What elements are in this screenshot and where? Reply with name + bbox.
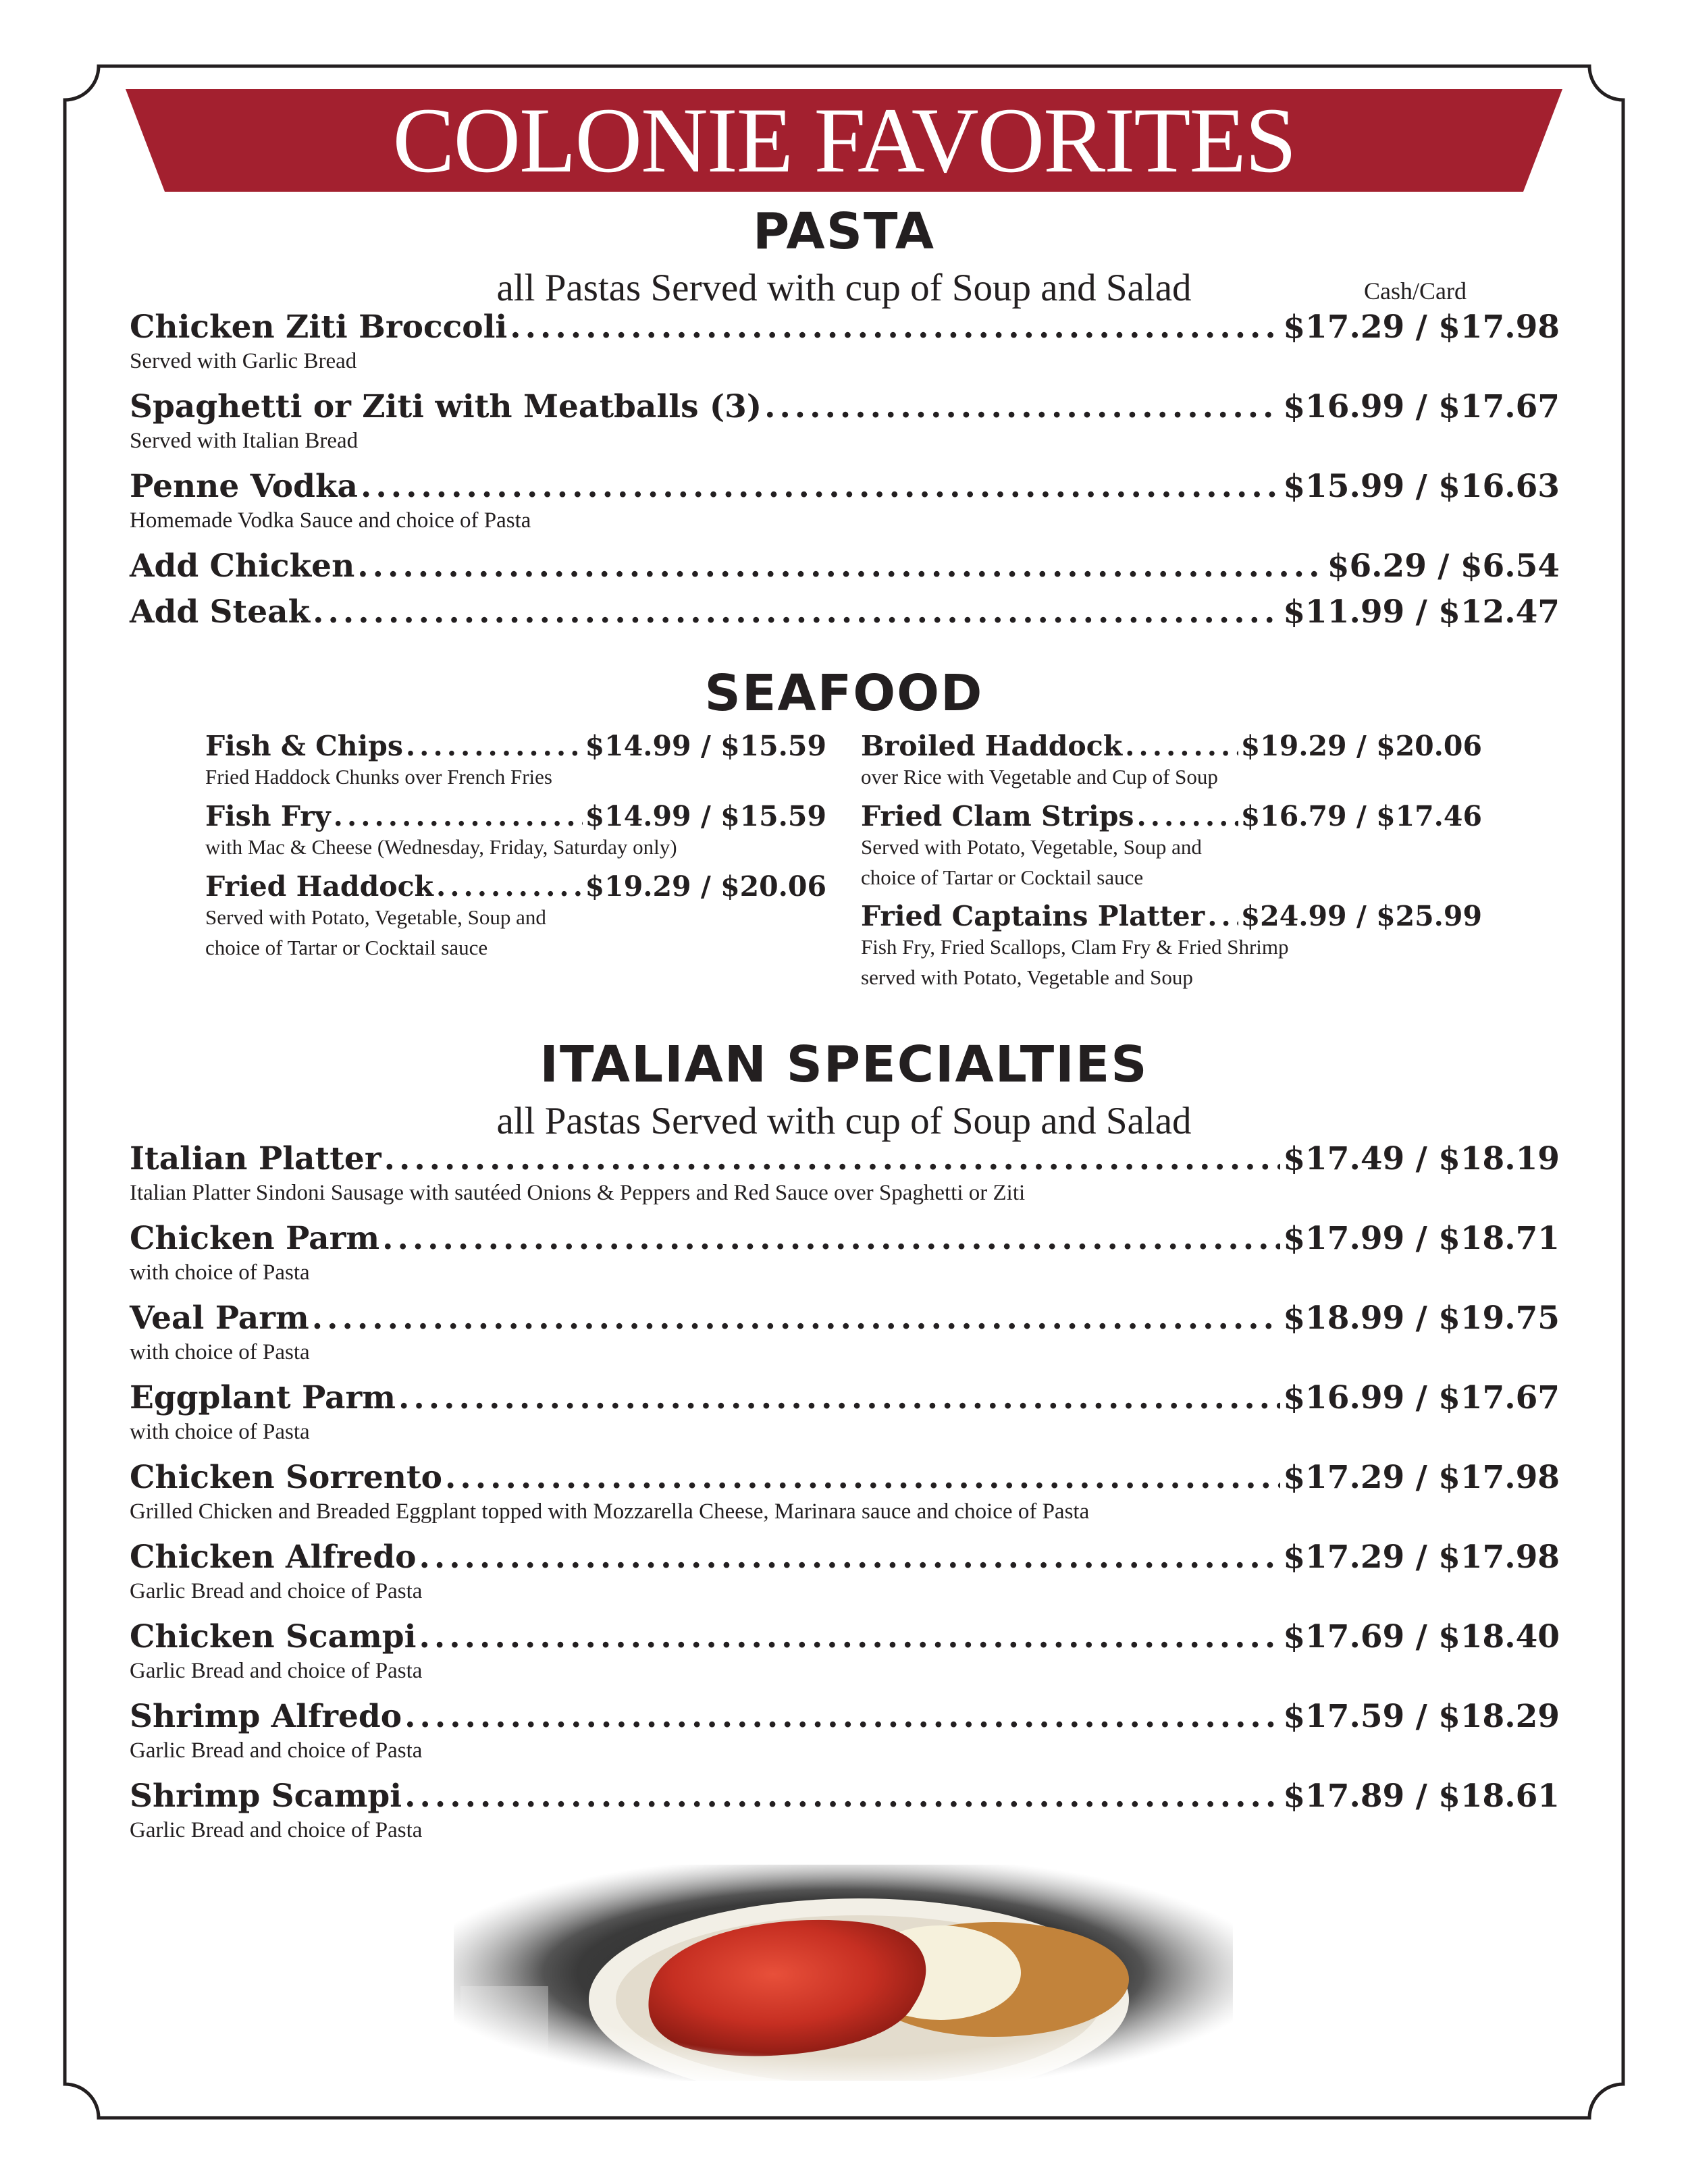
item-name: Shrimp Scampi: [130, 1778, 402, 1815]
menu-item: [130, 548, 1560, 585]
menu-item: [130, 1539, 1560, 1607]
price-column-note: Cash/Card: [1364, 277, 1467, 304]
item-price: $18.99 / $19.75: [1283, 1300, 1560, 1337]
item-description: with Mac & Cheese (Wednesday, Friday, Saturday only): [205, 835, 677, 859]
menu-item: [130, 1221, 1560, 1289]
item-description: served with Potato, Vegetable and Soup: [861, 965, 1193, 990]
menu-item: [130, 1619, 1560, 1687]
menu-item: [130, 309, 1560, 377]
menu-item: [205, 871, 826, 963]
item-description: choice of Tartar or Cocktail sauce: [205, 936, 488, 960]
item-description: Homemade Vodka Sauce and choice of Pasta: [130, 508, 531, 533]
item-name: Fried Haddock: [205, 870, 433, 903]
menu-item: [861, 801, 1482, 893]
item-price: $17.69 / $18.40: [1283, 1618, 1560, 1655]
item-description: choice of Tartar or Cocktail sauce: [861, 865, 1144, 890]
item-price: $17.29 / $17.98: [1283, 1539, 1560, 1576]
menu-item: [861, 730, 1482, 793]
page-title: COLONIE FAVORITES: [392, 88, 1296, 192]
menu-item: [130, 594, 1560, 631]
item-name: Eggplant Parm: [130, 1379, 396, 1416]
seafood-heading: SEAFOOD: [704, 664, 984, 722]
item-price: $6.29 / $6.54: [1327, 548, 1560, 585]
item-name: Spaghetti or Ziti with Meatballs (3): [130, 388, 762, 425]
item-name: Chicken Ziti Broccoli: [130, 309, 508, 346]
item-name: Chicken Parm: [130, 1220, 380, 1257]
item-description: Grilled Chicken and Breaded Eggplant topped with Mozzarella Cheese, Marinara sauce and choice of Pasta: [130, 1499, 1090, 1524]
menu-item: [130, 1699, 1560, 1767]
menu-item: [130, 1380, 1560, 1448]
item-description: Served with Garlic Bread: [130, 349, 357, 374]
item-description: Served with Potato, Vegetable, Soup and: [205, 905, 546, 930]
item-description: with choice of Pasta: [130, 1260, 310, 1285]
item-description: Italian Platter Sindoni Sausage with sautéed Onions & Peppers and Red Sauce over Spaghetti or Ziti: [130, 1181, 1026, 1206]
item-name: Broiled Haddock: [861, 730, 1123, 762]
chicken-parm-photo: [454, 1865, 1233, 2081]
menu-item: [130, 469, 1560, 537]
item-description: Garlic Bread and choice of Pasta: [130, 1579, 423, 1604]
item-name: Veal Parm: [130, 1300, 309, 1337]
item-description: Fish Fry, Fried Scallops, Clam Fry & Fried Shrimp: [861, 935, 1289, 959]
item-price: $17.49 / $18.19: [1283, 1140, 1560, 1177]
item-price: $17.29 / $17.98: [1283, 309, 1560, 346]
item-price: $14.99 / $15.59: [585, 730, 826, 762]
item-price: $17.89 / $18.61: [1283, 1778, 1560, 1815]
menu-item: [130, 1300, 1560, 1368]
menu-item: [205, 730, 826, 793]
item-price: $17.99 / $18.71: [1283, 1220, 1560, 1257]
item-name: Fried Captains Platter: [861, 900, 1205, 932]
menu-item: [130, 1778, 1560, 1846]
item-description: Served with Italian Bread: [130, 429, 359, 454]
item-price: $17.29 / $17.98: [1283, 1459, 1560, 1496]
item-description: Served with Potato, Vegetable, Soup and: [861, 835, 1202, 859]
item-name: Fried Clam Strips: [861, 800, 1134, 832]
item-name: Penne Vodka: [130, 468, 358, 505]
item-price: $17.59 / $18.29: [1283, 1698, 1560, 1735]
pasta-subheading: all Pastas Served with cup of Soup and Salad: [496, 267, 1192, 309]
item-name: Chicken Scampi: [130, 1618, 417, 1655]
item-name: Shrimp Alfredo: [130, 1698, 402, 1735]
item-description: Garlic Bread and choice of Pasta: [130, 1818, 423, 1843]
item-name: Fish Fry: [205, 800, 331, 832]
item-description: Fried Haddock Chunks over French Fries: [205, 765, 552, 789]
menu-item: [205, 801, 826, 863]
item-name: Fish & Chips: [205, 730, 403, 762]
menu-item: [861, 901, 1482, 993]
menu-item: [130, 389, 1560, 457]
italian-subheading: all Pastas Served with cup of Soup and Salad: [496, 1100, 1192, 1142]
item-price: $19.29 / $20.06: [585, 870, 826, 903]
item-description: Garlic Bread and choice of Pasta: [130, 1659, 423, 1684]
item-price: $16.99 / $17.67: [1283, 388, 1560, 425]
item-name: Add Steak: [130, 593, 311, 631]
item-name: Add Chicken: [130, 548, 355, 585]
item-price: $16.99 / $17.67: [1283, 1379, 1560, 1416]
italian-heading: ITALIAN SPECIALTIES: [539, 1036, 1149, 1094]
item-description: Garlic Bread and choice of Pasta: [130, 1738, 423, 1763]
menu-item: [130, 1141, 1560, 1209]
item-name: Chicken Alfredo: [130, 1539, 417, 1576]
item-description: with choice of Pasta: [130, 1420, 310, 1445]
item-price: $16.79 / $17.46: [1240, 800, 1482, 832]
item-name: Chicken Sorrento: [130, 1459, 443, 1496]
item-price: $14.99 / $15.59: [585, 800, 826, 832]
item-price: $15.99 / $16.63: [1283, 468, 1560, 505]
menu-item: [130, 1460, 1560, 1528]
item-price: $11.99 / $12.47: [1283, 593, 1560, 631]
pasta-heading: PASTA: [752, 203, 935, 261]
item-name: Italian Platter: [130, 1140, 381, 1177]
item-description: with choice of Pasta: [130, 1340, 310, 1365]
item-price: $24.99 / $25.99: [1240, 900, 1482, 932]
item-description: over Rice with Vegetable and Cup of Soup: [861, 765, 1218, 789]
item-price: $19.29 / $20.06: [1240, 730, 1482, 762]
